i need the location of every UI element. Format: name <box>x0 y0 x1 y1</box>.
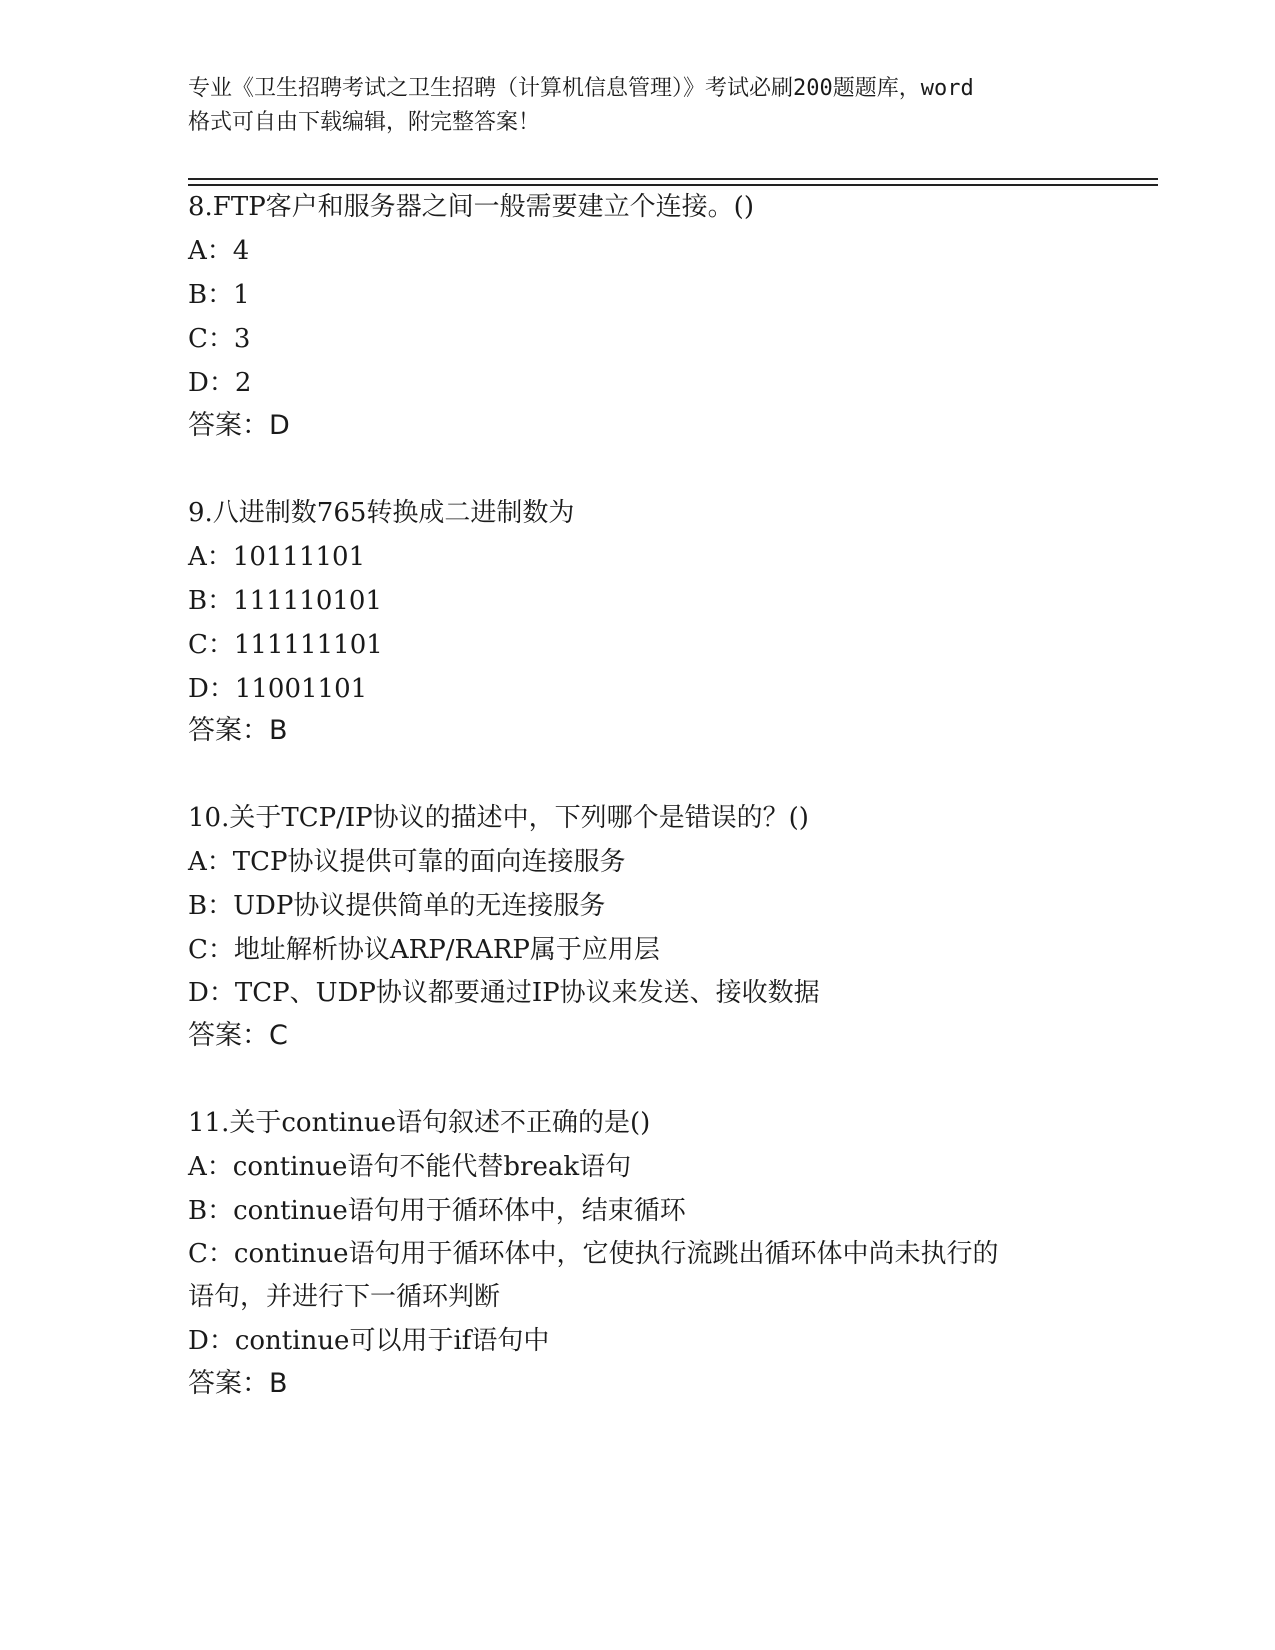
answer-line: 答案：B <box>188 1368 288 1399</box>
option-item: D：continue可以用于if语句中 <box>188 1326 550 1356</box>
option-item: A：continue语句不能代替break语句 <box>188 1152 632 1182</box>
option-item: D：2 <box>188 368 252 398</box>
header-divider-bottom <box>188 184 1158 186</box>
option-item: C：地址解析协议ARP/RARP属于应用层 <box>188 935 660 965</box>
option-item: C：111111101 <box>188 630 383 660</box>
option-item-continued: 语句，并进行下一循环判断 <box>188 1282 501 1312</box>
question-stem: 11.关于continue语句叙述不正确的是() <box>188 1108 651 1138</box>
document-header <box>188 72 1088 140</box>
question-stem: 8.FTP客户和服务器之间一般需要建立个连接。() <box>188 192 754 222</box>
option-item: B：111110101 <box>188 586 382 616</box>
answer-line: 答案：D <box>188 410 290 441</box>
option-item: A：10111101 <box>188 542 366 572</box>
option-item: B：UDP协议提供简单的无连接服务 <box>188 891 606 921</box>
header-divider-top <box>188 178 1158 180</box>
header-line-1: 专业《卫生招聘考试之卫生招聘（计算机信息管理）》考试必刷200题题库，word <box>188 76 974 101</box>
question-stem: 9.八进制数765转换成二进制数为 <box>188 498 575 528</box>
answer-line: 答案：B <box>188 715 288 746</box>
answer-line: 答案：C <box>188 1020 288 1051</box>
option-item: B：continue语句用于循环体中，结束循环 <box>188 1196 686 1226</box>
option-item: D：TCP、UDP协议都要通过IP协议来发送、接收数据 <box>188 978 820 1008</box>
option-item: A：4 <box>188 236 250 266</box>
option-item: A：TCP协议提供可靠的面向连接服务 <box>188 847 626 877</box>
option-item: B：1 <box>188 280 250 310</box>
question-stem: 10.关于TCP/IP协议的描述中，下列哪个是错误的？() <box>188 803 809 833</box>
option-item: D：11001101 <box>188 674 368 704</box>
header-line-2: 格式可自由下载编辑，附完整答案！ <box>188 110 541 135</box>
option-item: C：continue语句用于循环体中，它使执行流跳出循环体中尚未执行的 <box>188 1239 999 1269</box>
option-item: C：3 <box>188 324 251 354</box>
